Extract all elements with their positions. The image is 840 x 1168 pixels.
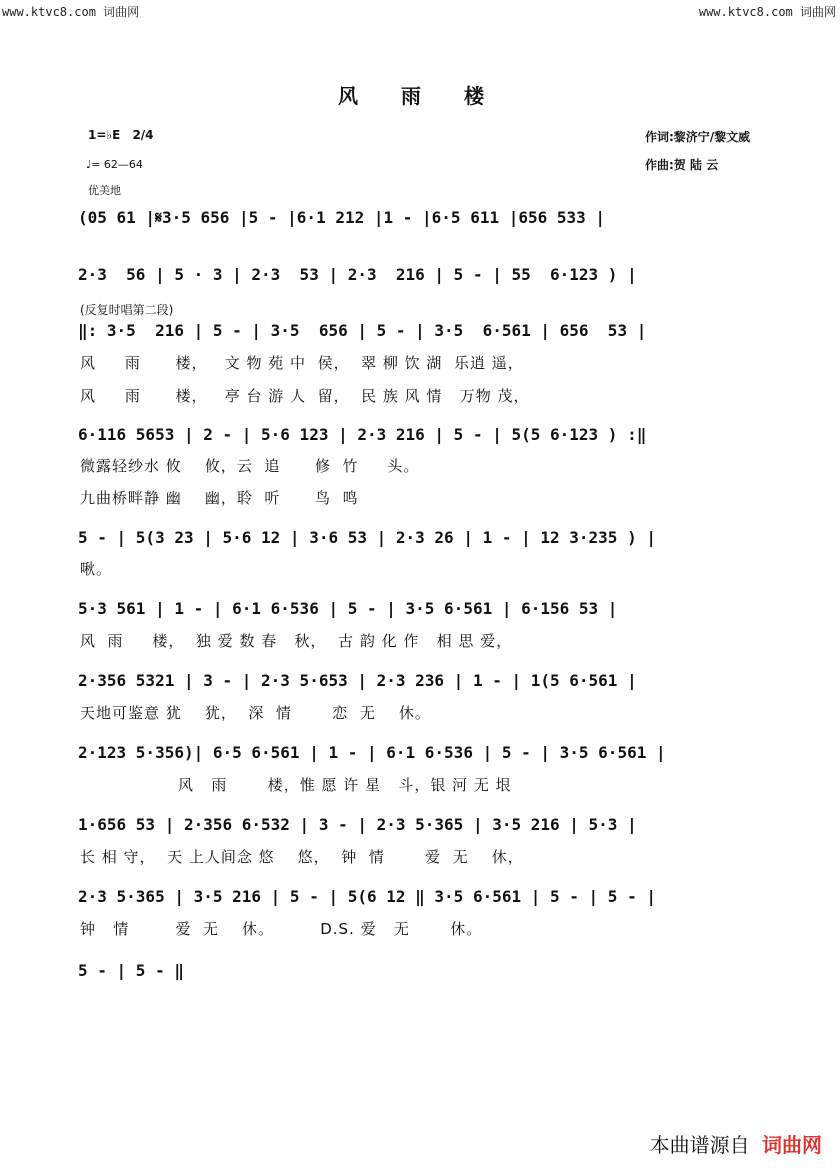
score-line-11 xyxy=(78,958,768,984)
lyricist-credit: 作词:黎济宁/黎文威 xyxy=(645,130,751,144)
score-line-8 xyxy=(78,740,768,766)
score-line-6 xyxy=(78,596,768,622)
score-line-5 xyxy=(78,525,768,551)
lyric-line: 天地可鉴意 犹 犹， 深 情 恋 无 休。 xyxy=(80,704,431,722)
expression-marking: 优美地 xyxy=(88,184,121,197)
score-line-1 xyxy=(78,205,768,231)
score-line-2 xyxy=(78,262,768,288)
source-footer xyxy=(650,1129,822,1158)
notation: (05 61 |𝄋3·5 656 |5 - |6·1 212 |1 - |6·5 611 |656 533 | xyxy=(78,208,606,227)
brand-name: 词曲网 xyxy=(762,1133,822,1157)
site-watermark-left: www.ktvc8.com 词曲网 xyxy=(2,5,140,19)
score-line-4 xyxy=(78,422,768,448)
key-signature xyxy=(88,128,154,142)
repeat-instruction: (反复时唱第二段) xyxy=(80,303,174,317)
score-line-7 xyxy=(78,668,768,694)
notation: 2·356 5321 | 3 - | 2·3 5·653 | 2·3 236 | 1 - | 1(5 6·561 | xyxy=(78,671,637,690)
lyric-line: 钟 情 爱 无 休。 D.S. 爱 无 休。 xyxy=(80,920,483,938)
meter-label: 2/4 xyxy=(132,128,154,142)
notation: 5 - | 5 - ‖ xyxy=(78,961,184,980)
source-label: 本曲谱源自 xyxy=(649,1133,750,1157)
site-watermark-right: www.ktvc8.com 词曲网 xyxy=(698,5,836,19)
lyric-verse-1: 风 雨 楼， 文 物 苑 中 侯， 翠 柳 饮 湖 乐逍 遥， xyxy=(80,354,524,372)
lyric-verse-2: 九曲桥畔静 幽 幽，聆 听 鸟 鸣 xyxy=(80,489,359,507)
lyric-verse-1: 微露轻纱水 攸 攸，云 追 修 竹 头。 xyxy=(80,457,420,475)
lyric-line: 风 雨 楼， 独 爱 数 春 秋， 古 韵 化 作 相 思 爱， xyxy=(80,632,513,650)
notation: 2·3 56 | 5 · 3 | 2·3 53 | 2·3 216 | 5 - | 55 6·123 ) | xyxy=(78,265,637,284)
notation: 5·3 561 | 1 - | 6·1 6·536 | 5 - | 3·5 6·561 | 6·156 53 | xyxy=(78,599,618,618)
lyric-line: 风 雨 楼，惟 愿 许 星 斗，银 河 无 垠 xyxy=(80,776,512,794)
lyric-line: 长 相 守， 天 上人间念 悠 悠， 钟 情 爱 无 休， xyxy=(80,848,524,866)
notation: 2·3 5·365 | 3·5 216 | 5 - | 5(6 12 ‖ 3·5 6·561 | 5 - | 5 - | xyxy=(78,887,656,906)
key-label: 1=♭E xyxy=(88,128,121,142)
score-line-3 xyxy=(78,318,768,344)
notation: 6·116 5653 | 2 - | 5·6 123 | 2·3 216 | 5 - | 5(5 6·123 ) :‖ xyxy=(78,425,647,444)
tempo-marking: ♩= 62—64 xyxy=(86,158,143,171)
composer-credit: 作曲:贺 陆 云 xyxy=(645,158,719,172)
lyric-verse-2: 风 雨 楼， 亭 台 游 人 留， 民 族 风 情 万物 茂， xyxy=(80,387,530,405)
score-line-9 xyxy=(78,812,768,838)
notation: ‖: 3·5 216 | 5 - | 3·5 656 | 5 - | 3·5 6·561 | 656 53 | xyxy=(78,321,647,340)
song-title: 风 雨 楼 xyxy=(338,84,502,108)
notation: 5 - | 5(3 23 | 5·6 12 | 3·6 53 | 2·3 26 | 1 - | 12 3·235 ) | xyxy=(78,528,656,547)
notation: 2·123 5·356)| 6·5 6·561 | 1 - | 6·1 6·536 | 5 - | 3·5 6·561 | xyxy=(78,743,666,762)
lyric-line: 啾。 xyxy=(80,560,113,578)
score-line-10 xyxy=(78,884,768,910)
notation: 1·656 53 | 2·356 6·532 | 3 - | 2·3 5·365 | 3·5 216 | 5·3 | xyxy=(78,815,637,834)
